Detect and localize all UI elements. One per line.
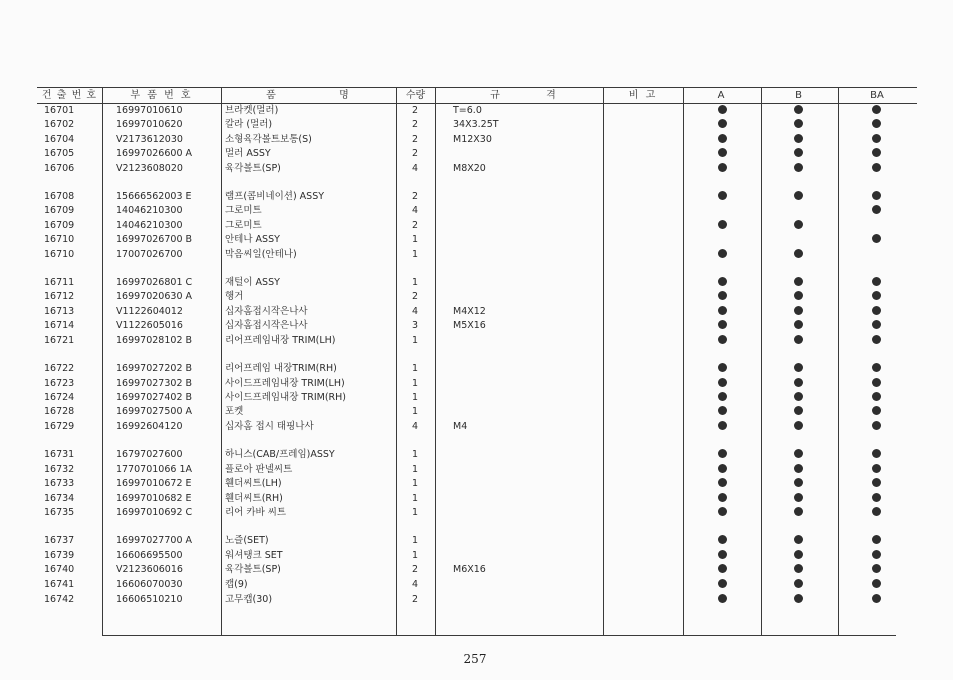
row-part-number: 15666562003 E bbox=[116, 191, 192, 202]
applicability-dot-a bbox=[718, 249, 727, 258]
row-quantity: 1 bbox=[411, 449, 419, 460]
row-index-number: 16701 bbox=[44, 105, 75, 116]
row-index-number: 16710 bbox=[44, 249, 75, 260]
table-top-rule bbox=[37, 87, 917, 88]
row-index-number: 16709 bbox=[44, 220, 75, 231]
row-part-number: 16997010610 bbox=[116, 105, 183, 116]
row-part-number: 16997027302 B bbox=[116, 378, 193, 389]
row-part-name: 십자홈접시작은나사 bbox=[225, 306, 308, 317]
applicability-dot-ba bbox=[872, 277, 881, 286]
row-part-number: 16997010682 E bbox=[116, 493, 192, 504]
applicability-dot-ba bbox=[872, 449, 881, 458]
row-part-name: 막음씨일(안테나) bbox=[225, 249, 297, 260]
row-quantity: 2 bbox=[411, 105, 419, 116]
applicability-dot-a bbox=[718, 478, 727, 487]
row-index-number: 16712 bbox=[44, 291, 75, 302]
row-index-number: 16711 bbox=[44, 277, 75, 288]
applicability-dot-a bbox=[718, 464, 727, 473]
row-part-number: 16997010620 bbox=[116, 119, 183, 130]
applicability-dot-ba bbox=[872, 134, 881, 143]
divider-id-part bbox=[102, 87, 103, 636]
applicability-dot-ba bbox=[872, 291, 881, 300]
row-index-number: 16705 bbox=[44, 148, 75, 159]
applicability-dot-ba bbox=[872, 191, 881, 200]
row-part-number: 16606695500 bbox=[116, 550, 183, 561]
row-part-name: 휀더씨트(RH) bbox=[225, 493, 283, 504]
row-index-number: 16728 bbox=[44, 406, 75, 417]
applicability-dot-b bbox=[794, 378, 803, 387]
row-part-name: 십자홈접시작은나사 bbox=[225, 320, 308, 331]
applicability-dot-ba bbox=[872, 507, 881, 516]
row-index-number: 16733 bbox=[44, 478, 75, 489]
row-part-number: V1122605016 bbox=[116, 320, 183, 331]
row-specification: M12X30 bbox=[453, 134, 492, 145]
row-quantity: 1 bbox=[411, 406, 419, 417]
row-part-name: 브라켓(멀러) bbox=[225, 105, 279, 116]
applicability-dot-a bbox=[718, 277, 727, 286]
row-index-number: 16710 bbox=[44, 234, 75, 245]
applicability-dot-b bbox=[794, 277, 803, 286]
applicability-dot-ba bbox=[872, 392, 881, 401]
row-quantity: 1 bbox=[411, 234, 419, 245]
applicability-dot-b bbox=[794, 550, 803, 559]
applicability-dot-a bbox=[718, 535, 727, 544]
row-index-number: 16729 bbox=[44, 421, 75, 432]
row-quantity: 3 bbox=[411, 320, 419, 331]
row-quantity: 1 bbox=[411, 493, 419, 504]
applicability-dot-ba bbox=[872, 320, 881, 329]
applicability-dot-a bbox=[718, 163, 727, 172]
row-specification: T=6.0 bbox=[453, 105, 482, 116]
applicability-dot-a bbox=[718, 291, 727, 300]
applicability-dot-b bbox=[794, 306, 803, 315]
divider-a-b bbox=[761, 87, 762, 636]
row-index-number: 16713 bbox=[44, 306, 75, 317]
row-quantity: 1 bbox=[411, 249, 419, 260]
applicability-dot-b bbox=[794, 421, 803, 430]
row-index-number: 16734 bbox=[44, 493, 75, 504]
row-part-name: 그로미트 bbox=[225, 220, 262, 231]
applicability-dot-a bbox=[718, 594, 727, 603]
applicability-dot-b bbox=[794, 392, 803, 401]
applicability-dot-b bbox=[794, 335, 803, 344]
applicability-dot-a bbox=[718, 148, 727, 157]
applicability-dot-b bbox=[794, 449, 803, 458]
applicability-dot-a bbox=[718, 306, 727, 315]
row-part-number: V1122604012 bbox=[116, 306, 183, 317]
applicability-dot-b bbox=[794, 105, 803, 114]
applicability-dot-ba bbox=[872, 464, 881, 473]
row-index-number: 16741 bbox=[44, 579, 75, 590]
applicability-dot-ba bbox=[872, 378, 881, 387]
header-name-first: 품 bbox=[266, 90, 278, 101]
row-index-number: 16721 bbox=[44, 335, 75, 346]
row-specification: M4X12 bbox=[453, 306, 486, 317]
row-part-number: 16997020630 A bbox=[116, 291, 193, 302]
applicability-dot-ba bbox=[872, 335, 881, 344]
applicability-dot-ba bbox=[872, 205, 881, 214]
applicability-dot-a bbox=[718, 220, 727, 229]
row-specification: M5X16 bbox=[453, 320, 486, 331]
applicability-dot-a bbox=[718, 579, 727, 588]
row-part-name: 안테나 ASSY bbox=[225, 234, 280, 245]
applicability-dot-ba bbox=[872, 478, 881, 487]
applicability-dot-a bbox=[718, 392, 727, 401]
applicability-dot-b bbox=[794, 249, 803, 258]
row-part-number: 16606070030 bbox=[116, 579, 183, 590]
row-quantity: 1 bbox=[411, 392, 419, 403]
row-part-name: 캡(9) bbox=[225, 579, 248, 590]
row-quantity: 1 bbox=[411, 478, 419, 489]
row-part-name: 육각볼트(SP) bbox=[225, 163, 281, 174]
applicability-dot-b bbox=[794, 291, 803, 300]
row-quantity: 1 bbox=[411, 378, 419, 389]
row-part-number: 16997028102 B bbox=[116, 335, 193, 346]
row-part-name: 하니스(CAB/프레임)ASSY bbox=[225, 449, 335, 460]
row-quantity: 1 bbox=[411, 535, 419, 546]
applicability-dot-b bbox=[794, 478, 803, 487]
row-quantity: 4 bbox=[411, 421, 419, 432]
applicability-dot-b bbox=[794, 363, 803, 372]
applicability-dot-b bbox=[794, 163, 803, 172]
row-part-name: 소형육각볼트보통(S) bbox=[225, 134, 312, 145]
row-index-number: 16706 bbox=[44, 163, 75, 174]
row-index-number: 16723 bbox=[44, 378, 75, 389]
applicability-dot-b bbox=[794, 119, 803, 128]
divider-qty-spec bbox=[435, 87, 436, 636]
applicability-dot-ba bbox=[872, 535, 881, 544]
applicability-dot-b bbox=[794, 594, 803, 603]
header-model-ba: BA bbox=[870, 90, 884, 101]
header-name-second: 명 bbox=[339, 90, 351, 101]
row-part-number: V2123608020 bbox=[116, 163, 183, 174]
applicability-dot-b bbox=[794, 507, 803, 516]
row-index-number: 16739 bbox=[44, 550, 75, 561]
applicability-dot-b bbox=[794, 148, 803, 157]
row-quantity: 4 bbox=[411, 163, 419, 174]
row-part-name: 리어프레임 내장TRIM(RH) bbox=[225, 363, 337, 374]
applicability-dot-ba bbox=[872, 363, 881, 372]
row-quantity: 1 bbox=[411, 550, 419, 561]
row-index-number: 16735 bbox=[44, 507, 75, 518]
row-part-number: 16997026801 C bbox=[116, 277, 193, 288]
row-specification: M8X20 bbox=[453, 163, 486, 174]
row-part-name: 워셔탱크 SET bbox=[225, 550, 283, 561]
row-quantity: 1 bbox=[411, 464, 419, 475]
divider-part-name bbox=[221, 87, 222, 636]
row-index-number: 16708 bbox=[44, 191, 75, 202]
applicability-dot-a bbox=[718, 550, 727, 559]
row-quantity: 4 bbox=[411, 205, 419, 216]
applicability-dot-a bbox=[718, 507, 727, 516]
row-quantity: 2 bbox=[411, 564, 419, 575]
applicability-dot-a bbox=[718, 378, 727, 387]
row-part-name: 칼라 (멀러) bbox=[225, 119, 273, 130]
row-index-number: 16702 bbox=[44, 119, 75, 130]
applicability-dot-b bbox=[794, 134, 803, 143]
divider-spec-note bbox=[603, 87, 604, 636]
applicability-dot-b bbox=[794, 535, 803, 544]
row-part-number: 16797027600 bbox=[116, 449, 183, 460]
applicability-dot-ba bbox=[872, 493, 881, 502]
applicability-dot-ba bbox=[872, 564, 881, 573]
applicability-dot-a bbox=[718, 363, 727, 372]
row-part-name: 램프(콤비네이션) ASSY bbox=[225, 191, 325, 202]
applicability-dot-a bbox=[718, 421, 727, 430]
row-part-name: 멀러 ASSY bbox=[225, 148, 271, 159]
row-index-number: 16731 bbox=[44, 449, 75, 460]
row-quantity: 4 bbox=[411, 579, 419, 590]
applicability-dot-a bbox=[718, 406, 727, 415]
row-index-number: 16709 bbox=[44, 205, 75, 216]
row-part-number: 16992604120 bbox=[116, 421, 183, 432]
applicability-dot-ba bbox=[872, 406, 881, 415]
applicability-dot-a bbox=[718, 105, 727, 114]
row-part-name: 그로미트 bbox=[225, 205, 262, 216]
page-number: 257 bbox=[463, 652, 487, 666]
row-quantity: 1 bbox=[411, 507, 419, 518]
header-id: 건 출 번 호 bbox=[41, 90, 98, 101]
row-part-number: 16997027700 A bbox=[116, 535, 193, 546]
divider-b-ba bbox=[838, 87, 839, 636]
applicability-dot-ba bbox=[872, 579, 881, 588]
row-specification: M4 bbox=[453, 421, 468, 432]
row-quantity: 2 bbox=[411, 134, 419, 145]
row-part-name: 플로아 판넬씨트 bbox=[225, 464, 293, 475]
row-part-name: 노즐(SET) bbox=[225, 535, 269, 546]
applicability-dot-a bbox=[718, 134, 727, 143]
row-part-name: 행거 bbox=[225, 291, 244, 302]
applicability-dot-ba bbox=[872, 148, 881, 157]
divider-note-a bbox=[683, 87, 684, 636]
row-index-number: 16737 bbox=[44, 535, 75, 546]
applicability-dot-a bbox=[718, 493, 727, 502]
header-spec-first: 규 bbox=[490, 90, 502, 101]
row-quantity: 2 bbox=[411, 119, 419, 130]
header-note: 비 고 bbox=[628, 90, 658, 101]
row-part-number: 16997026700 B bbox=[116, 234, 193, 245]
row-part-number: 14046210300 bbox=[116, 205, 183, 216]
row-quantity: 2 bbox=[411, 220, 419, 231]
row-part-number: 14046210300 bbox=[116, 220, 183, 231]
applicability-dot-ba bbox=[872, 306, 881, 315]
divider-name-qty bbox=[396, 87, 397, 636]
applicability-dot-ba bbox=[872, 234, 881, 243]
applicability-dot-a bbox=[718, 119, 727, 128]
row-quantity: 2 bbox=[411, 191, 419, 202]
row-quantity: 2 bbox=[411, 594, 419, 605]
row-part-name: 사이드프레임내장 TRIM(RH) bbox=[225, 392, 346, 403]
header-spec-second: 격 bbox=[546, 90, 558, 101]
applicability-dot-b bbox=[794, 464, 803, 473]
row-part-number: 16997027402 B bbox=[116, 392, 193, 403]
row-part-name: 리어 카바 씨트 bbox=[225, 507, 287, 518]
row-specification: M6X16 bbox=[453, 564, 486, 575]
applicability-dot-ba bbox=[872, 163, 881, 172]
header-part-number: 부 품 번 호 bbox=[130, 90, 193, 101]
row-part-number: V2173612030 bbox=[116, 134, 183, 145]
row-index-number: 16740 bbox=[44, 564, 75, 575]
row-part-number: 16997010692 C bbox=[116, 507, 193, 518]
row-part-number: 1770701066 1A bbox=[116, 464, 193, 475]
applicability-dot-a bbox=[718, 564, 727, 573]
row-part-number: 16606510210 bbox=[116, 594, 183, 605]
row-part-name: 포켓 bbox=[225, 406, 244, 417]
applicability-dot-ba bbox=[872, 550, 881, 559]
row-index-number: 16732 bbox=[44, 464, 75, 475]
header-quantity: 수량 bbox=[405, 90, 426, 101]
row-part-number: 16997027202 B bbox=[116, 363, 193, 374]
row-quantity: 1 bbox=[411, 335, 419, 346]
row-quantity: 2 bbox=[411, 148, 419, 159]
applicability-dot-b bbox=[794, 220, 803, 229]
applicability-dot-ba bbox=[872, 105, 881, 114]
applicability-dot-b bbox=[794, 579, 803, 588]
row-part-number: 16997027500 A bbox=[116, 406, 193, 417]
row-part-number: 16997010672 E bbox=[116, 478, 192, 489]
header-model-a: A bbox=[717, 90, 727, 101]
row-index-number: 16704 bbox=[44, 134, 75, 145]
applicability-dot-a bbox=[718, 191, 727, 200]
row-specification: 34X3.25T bbox=[453, 119, 499, 130]
row-index-number: 16722 bbox=[44, 363, 75, 374]
applicability-dot-a bbox=[718, 449, 727, 458]
row-quantity: 1 bbox=[411, 277, 419, 288]
row-part-name: 휀더씨트(LH) bbox=[225, 478, 282, 489]
row-index-number: 16742 bbox=[44, 594, 75, 605]
row-part-name: 사이드프레임내장 TRIM(LH) bbox=[225, 378, 345, 389]
row-part-number: 16997026600 A bbox=[116, 148, 193, 159]
row-part-name: 십자홈 접시 태핑나사 bbox=[225, 421, 314, 432]
row-index-number: 16724 bbox=[44, 392, 75, 403]
row-part-name: 재털이 ASSY bbox=[225, 277, 280, 288]
applicability-dot-ba bbox=[872, 594, 881, 603]
header-model-b: B bbox=[795, 90, 804, 101]
row-part-number: V2123606016 bbox=[116, 564, 183, 575]
row-quantity: 4 bbox=[411, 306, 419, 317]
applicability-dot-b bbox=[794, 564, 803, 573]
row-part-number: 17007026700 bbox=[116, 249, 183, 260]
row-index-number: 16714 bbox=[44, 320, 75, 331]
row-quantity: 2 bbox=[411, 291, 419, 302]
applicability-dot-ba bbox=[872, 421, 881, 430]
row-part-name: 리어프레임내장 TRIM(LH) bbox=[225, 335, 336, 346]
applicability-dot-a bbox=[718, 320, 727, 329]
applicability-dot-a bbox=[718, 335, 727, 344]
applicability-dot-b bbox=[794, 406, 803, 415]
applicability-dot-ba bbox=[872, 119, 881, 128]
row-part-name: 고무캡(30) bbox=[225, 594, 273, 605]
row-part-name: 육각볼트(SP) bbox=[225, 564, 281, 575]
applicability-dot-b bbox=[794, 320, 803, 329]
applicability-dot-b bbox=[794, 191, 803, 200]
applicability-dot-b bbox=[794, 493, 803, 502]
row-quantity: 1 bbox=[411, 363, 419, 374]
